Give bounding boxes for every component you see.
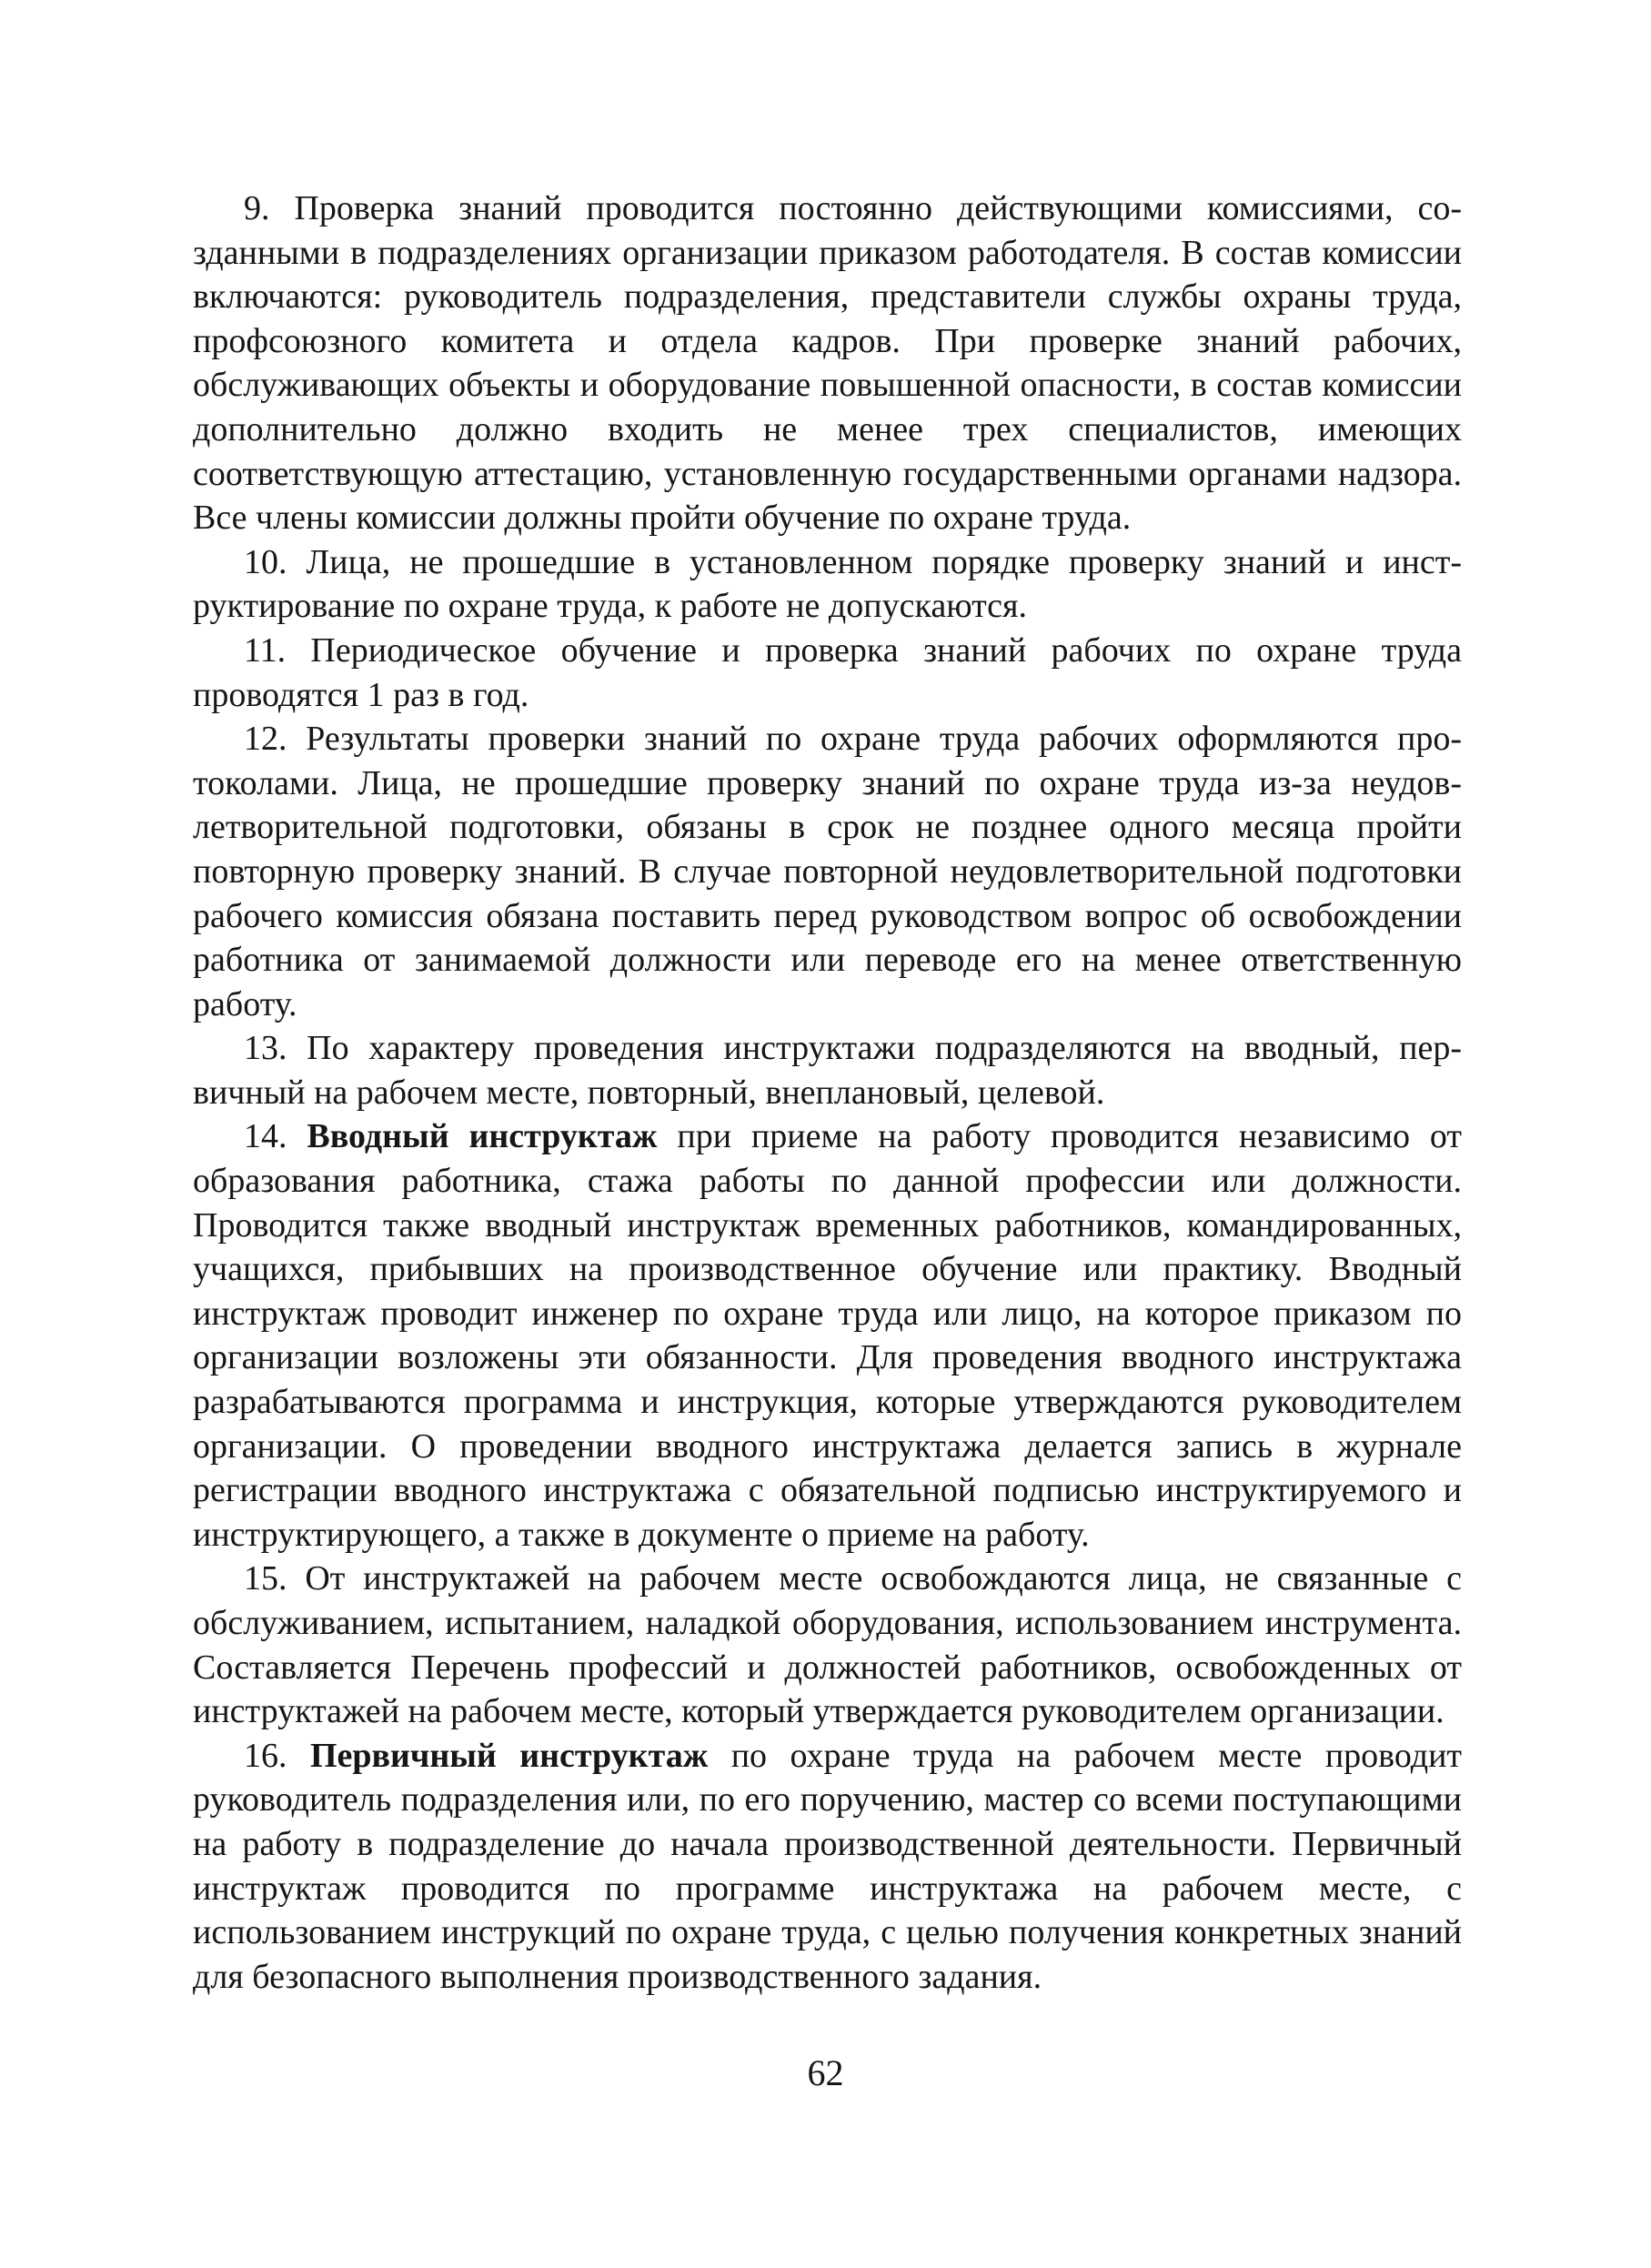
paragraph-number: 13. [244,1029,287,1068]
paragraph-text: при приеме на работу проводится независимо от образования работника, стажа работы по данной профессии или должности. Проводится также вводный инструктаж временных работников, командированных, учащихся, прибывших на производственное обучение или практику. Вводный инструктаж проводит инженер по охране труда или лицо, на которое приказом по организации возложены эти обязанности. Для проведения вводного инструктажа разрабатываются программа и инструкция, которые утверждаются руководителем организации. О проведении вводного инструктажа делается запись в журнале регистрации вводного инструктажа с обязательной подписью инструктируемого и инструктирующего, а также в документе о приеме на работу. [193,1117,1462,1554]
paragraph-16 [193,1734,1462,2000]
paragraph-13 [193,1026,1462,1114]
paragraph-number: 16. [244,1736,287,1775]
body-text [193,186,1462,1999]
paragraph-11 [193,629,1462,717]
paragraph-number: 11. [244,630,287,670]
paragraph-number: 15. [244,1559,287,1598]
paragraph-number: 12. [244,720,287,759]
paragraph-text: Периодическое обучение и проверка знаний рабочих по охране труда проводятся 1 раз в год. [193,630,1462,714]
paragraph-15 [193,1557,1462,1733]
paragraph-text: Проверка знаний проводится постоянно действующими комиссиями, созданными в подразделениях организации приказом работодателя. В состав комиссии включаются: руководитель подразделения, представители службы охраны труда, профсоюзного комитета и отдела кадров. При проверке знаний рабочих, обслуживающих объекты и оборудование повышенной опасности, в состав комиссии дополнительно должно входить не менее трех специалистов, имеющих соответствующую аттестацию, установленную государственными органами надзора. Все члены комиссии должны пройти обучение по охране труда. [193,189,1463,538]
paragraph-text: По характеру проведения инструктажи подразделяются на вводный, первичный на рабочем месте, повторный, внеплановый, целевой. [193,1029,1463,1112]
term-bold: Первичный инструктаж [309,1736,709,1775]
page-number: 62 [807,2052,844,2093]
paragraph-9 [193,186,1462,540]
paragraph-number: 10. [244,542,287,581]
paragraph-text: От инструктажей на рабочем месте освобождаются лица, не связанные с обслуживанием, испытанием, наладкой оборудования, использованием инструмента. Составляется Перечень профессий и должностей работников, освобожденных от инструктажей на рабочем месте, который утверждается руководителем организации. [193,1559,1463,1731]
paragraph-number: 9. [244,189,270,227]
term-bold: Вводный инструктаж [307,1117,658,1156]
paragraph-text: Лица, не прошедшие в установленном порядке проверку знаний и инструктирование по охране труда, к работе не допускаются. [193,542,1462,626]
paragraph-12 [193,717,1462,1026]
paragraph-14 [193,1114,1462,1557]
paragraph-text: Результаты проверки знаний по охране труда рабочих оформляются протоколами. Лица, не прошедшие проверку знаний по охране труда из-за неудовлетворительной подготовки, обязаны в срок не позднее одного месяца пройти повторную проверку знаний. В случае повторной неудовлетворительной подготовки рабочего комиссия обязана поставить перед руководством вопрос об освобождении работника от занимаемой должности или переводе его на менее ответственную работу. [193,720,1463,1023]
paragraph-number: 14. [244,1117,287,1156]
paragraph-text: по охране труда на рабочем месте проводит руководитель подразделения или, по его поручению, мастер со всеми поступающими на работу в подразделение до начала производственной деятельности. Первичный инструктаж проводится по программе инструктажа на рабочем месте, с использованием инструкций по охране труда, с целью получения конкретных знаний для безопасного выполнения производственного задания. [193,1736,1463,1996]
paragraph-10 [193,540,1462,629]
